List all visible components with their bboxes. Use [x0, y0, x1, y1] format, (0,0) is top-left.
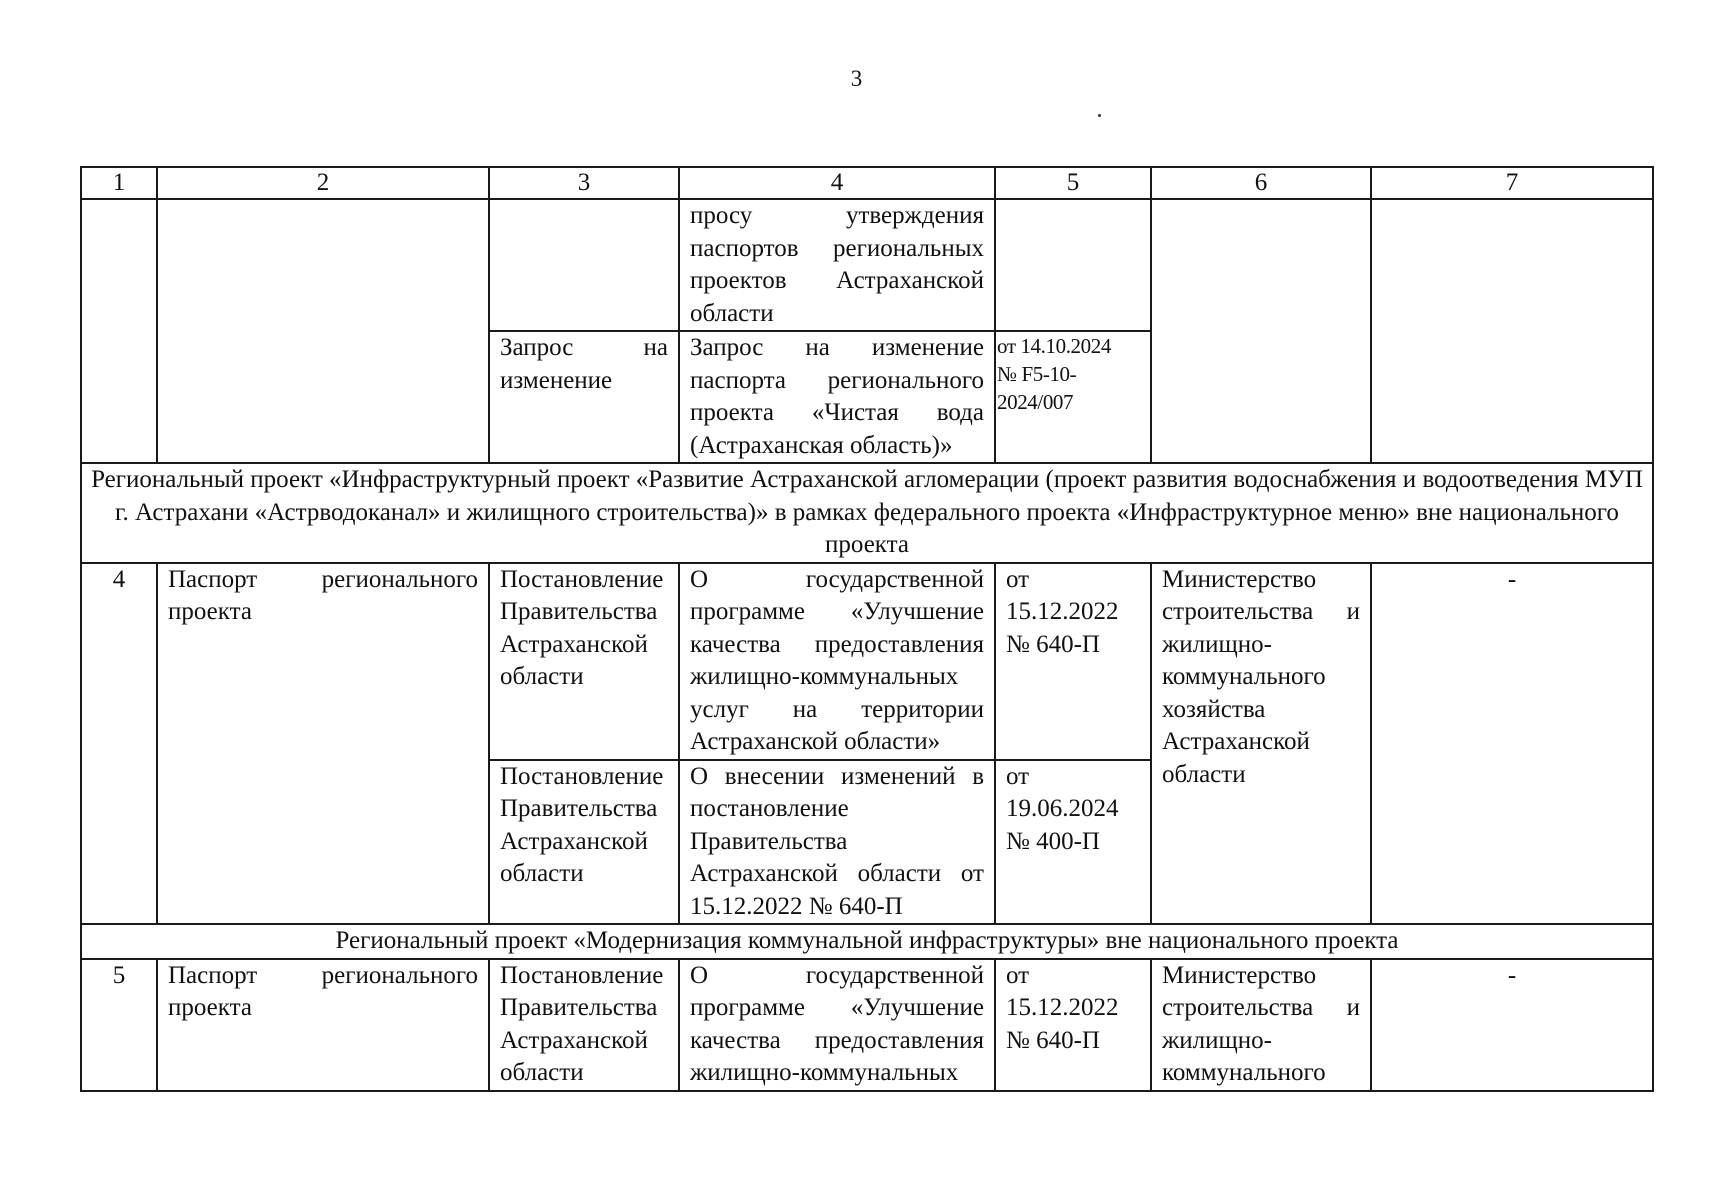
table-row [81, 199, 1653, 331]
section-heading-row [81, 463, 1653, 563]
act-number: № 640-П [1006, 1026, 1100, 1054]
column-number: 6 [1151, 167, 1371, 199]
act-title-cell: просу утверждения паспортов региональных проектов Астраханской области [679, 199, 995, 331]
note-cell: - [1371, 563, 1653, 925]
ministry-cell [1151, 199, 1371, 463]
act-date-cell [995, 331, 1151, 463]
scan-artifact-dot [1098, 114, 1101, 117]
act-number: № F5-10-2024/007 [997, 362, 1077, 414]
act-date: от 15.12.2022 [1006, 565, 1119, 625]
act-date-cell [995, 959, 1151, 1091]
act-title-cell: О государственной программе «Улучшение качества предоставления жилищно-коммунальных [679, 959, 995, 1091]
column-number-row [81, 167, 1653, 199]
act-date-cell [995, 760, 1151, 925]
act-type-cell: Постановление Правительства Астраханской области [489, 760, 679, 925]
column-number: 7 [1371, 167, 1653, 199]
column-number: 2 [157, 167, 489, 199]
act-title-cell: О государственной программе «Улучшение качества предоставления жилищно-коммунальных услуг на территории Астраханской области» [679, 563, 995, 760]
act-date: от 14.10.2024 [997, 334, 1111, 358]
act-number: № 640-П [1006, 630, 1100, 658]
act-title-cell: Запрос на изменение паспорта регионального проекта «Чистая вода (Астраханская область)» [679, 331, 995, 463]
row-number: 5 [81, 959, 157, 1091]
note-cell: - [1371, 959, 1653, 1091]
document-type-cell [157, 199, 489, 463]
act-title-cell: О внесении изменений в постановление Правительства Астраханской области от 15.12.2022 № 640-П [679, 760, 995, 925]
act-date-cell [995, 563, 1151, 760]
column-number: 5 [995, 167, 1151, 199]
table-row [81, 563, 1653, 760]
section-heading-row [81, 924, 1653, 959]
act-date-cell [995, 199, 1151, 331]
table-row [81, 959, 1653, 1091]
column-number: 1 [81, 167, 157, 199]
column-number: 3 [489, 167, 679, 199]
section-title: Региональный проект «Инфраструктурный проект «Развитие Астраханской агломерации (проект развития водоснабжения и водоотведения МУП г. Астрахани «Астрводоканал» и жилищного строительства)» в рамках федерального проекта «Инфраструктурное меню» вне национального проекта [81, 463, 1653, 563]
row-number: 4 [81, 563, 157, 925]
ministry-cell: Министерство строительства и жилищно-коммунального [1151, 959, 1371, 1091]
document-type-cell: Паспорт регионального проекта [157, 959, 489, 1091]
act-date: от 15.12.2022 [1006, 961, 1119, 1021]
column-number: 4 [679, 167, 995, 199]
row-number-cell [81, 199, 157, 463]
document-table [80, 166, 1654, 1092]
section-title: Региональный проект «Модернизация коммунальной инфраструктуры» вне национального проекта [81, 924, 1653, 959]
act-type-cell [489, 199, 679, 331]
act-type-cell: Постановление Правительства Астраханской области [489, 563, 679, 760]
ministry-cell: Министерство строительства и жилищно-коммунального хозяйства Астраханской области [1151, 563, 1371, 925]
act-number: № 400-П [1006, 827, 1100, 855]
act-type-cell: Запрос на изменение [489, 331, 679, 463]
document-type-cell: Паспорт регионального проекта [157, 563, 489, 925]
note-cell [1371, 199, 1653, 463]
act-type-cell: Постановление Правительства Астраханской области [489, 959, 679, 1091]
act-date: от 19.06.2024 [1006, 762, 1119, 822]
page-number: 3 [850, 66, 863, 91]
